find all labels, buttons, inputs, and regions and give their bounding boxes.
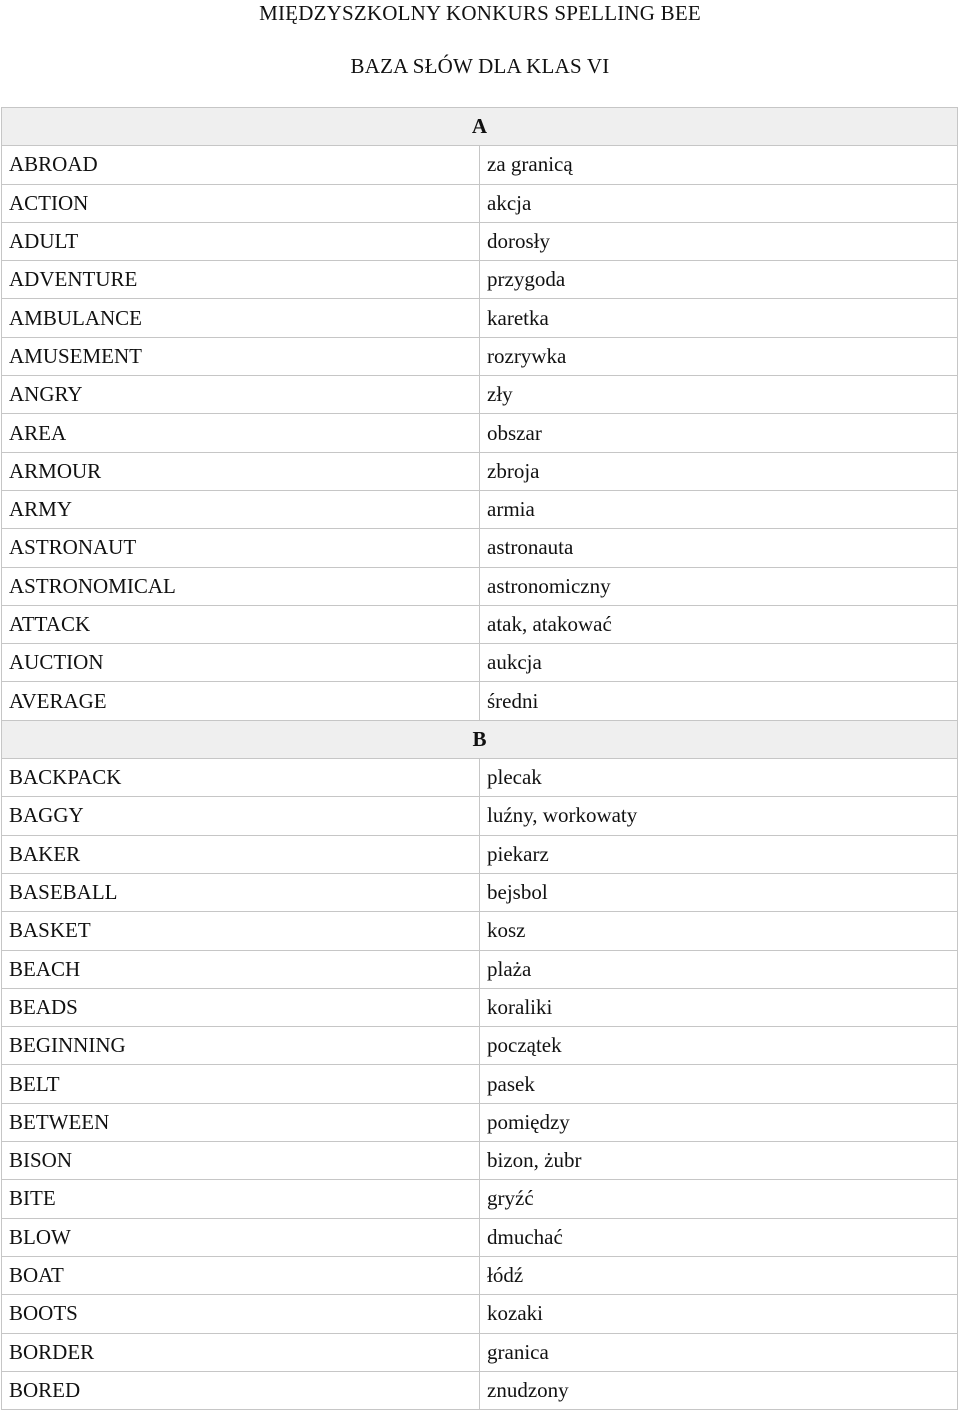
table-row <box>2 567 958 605</box>
polish-translation: rozrywka <box>480 337 958 375</box>
polish-translation: gryźć <box>480 1180 958 1218</box>
section-letter: A <box>2 108 958 146</box>
polish-translation: za granicą <box>480 146 958 184</box>
english-word: ANGRY <box>2 376 480 414</box>
table-row <box>2 529 958 567</box>
english-word: BAGGY <box>2 797 480 835</box>
english-word: BELT <box>2 1065 480 1103</box>
polish-translation: pasek <box>480 1065 958 1103</box>
section-header-row <box>2 108 958 146</box>
polish-translation: zły <box>480 376 958 414</box>
polish-translation: plaża <box>480 950 958 988</box>
table-row <box>2 222 958 260</box>
english-word: BORED <box>2 1371 480 1409</box>
polish-translation: koraliki <box>480 988 958 1026</box>
table-row <box>2 490 958 528</box>
english-word: BAKER <box>2 835 480 873</box>
english-word: BLOW <box>2 1218 480 1256</box>
polish-translation: zbroja <box>480 452 958 490</box>
page-subtitle: BAZA SŁÓW DLA KLAS VI <box>350 54 610 78</box>
english-word: BASEBALL <box>2 873 480 911</box>
polish-translation: karetka <box>480 299 958 337</box>
english-word: ADVENTURE <box>2 261 480 299</box>
polish-translation: obszar <box>480 414 958 452</box>
table-row <box>2 452 958 490</box>
polish-translation: dmuchać <box>480 1218 958 1256</box>
polish-translation: bejsbol <box>480 873 958 911</box>
english-word: AREA <box>2 414 480 452</box>
english-word: ARMY <box>2 490 480 528</box>
english-word: BOOTS <box>2 1295 480 1333</box>
table-row <box>2 376 958 414</box>
english-word: BEACH <box>2 950 480 988</box>
table-row <box>2 1065 958 1103</box>
polish-translation: armia <box>480 490 958 528</box>
polish-translation: astronomiczny <box>480 567 958 605</box>
polish-translation: granica <box>480 1333 958 1371</box>
english-word: ACTION <box>2 184 480 222</box>
english-word: BACKPACK <box>2 759 480 797</box>
english-word: BETWEEN <box>2 1103 480 1141</box>
table-row <box>2 912 958 950</box>
english-word: BEADS <box>2 988 480 1026</box>
table-row <box>2 299 958 337</box>
table-row <box>2 1371 958 1409</box>
page-title: MIĘDZYSZKOLNY KONKURS SPELLING BEE <box>259 1 701 25</box>
table-row <box>2 1027 958 1065</box>
table-row <box>2 988 958 1026</box>
english-word: BOAT <box>2 1256 480 1294</box>
polish-translation: dorosły <box>480 222 958 260</box>
polish-translation: bizon, żubr <box>480 1142 958 1180</box>
english-word: ATTACK <box>2 605 480 643</box>
english-word: ARMOUR <box>2 452 480 490</box>
polish-translation: astronauta <box>480 529 958 567</box>
section-letter: B <box>2 720 958 758</box>
table-row <box>2 1103 958 1141</box>
english-word: AMUSEMENT <box>2 337 480 375</box>
english-word: ASTRONOMICAL <box>2 567 480 605</box>
english-word: BORDER <box>2 1333 480 1371</box>
table-row <box>2 605 958 643</box>
english-word: ABROAD <box>2 146 480 184</box>
table-row <box>2 1256 958 1294</box>
polish-translation: aukcja <box>480 644 958 682</box>
polish-translation: początek <box>480 1027 958 1065</box>
section-header-row <box>2 720 958 758</box>
polish-translation: przygoda <box>480 261 958 299</box>
polish-translation: akcja <box>480 184 958 222</box>
polish-translation: atak, atakować <box>480 605 958 643</box>
table-row <box>2 414 958 452</box>
polish-translation: pomiędzy <box>480 1103 958 1141</box>
english-word: BASKET <box>2 912 480 950</box>
english-word: BISON <box>2 1142 480 1180</box>
polish-translation: kozaki <box>480 1295 958 1333</box>
english-word: ADULT <box>2 222 480 260</box>
english-word: ASTRONAUT <box>2 529 480 567</box>
polish-translation: znudzony <box>480 1371 958 1409</box>
table-row <box>2 835 958 873</box>
polish-translation: plecak <box>480 759 958 797</box>
table-row <box>2 184 958 222</box>
polish-translation: piekarz <box>480 835 958 873</box>
table-row <box>2 873 958 911</box>
english-word: AUCTION <box>2 644 480 682</box>
english-word: AVERAGE <box>2 682 480 720</box>
word-table-body <box>2 108 958 1410</box>
table-row <box>2 644 958 682</box>
table-row <box>2 1218 958 1256</box>
polish-translation: luźny, workowaty <box>480 797 958 835</box>
word-table <box>1 107 958 1410</box>
polish-translation: średni <box>480 682 958 720</box>
table-row <box>2 1295 958 1333</box>
english-word: AMBULANCE <box>2 299 480 337</box>
table-row <box>2 950 958 988</box>
table-row <box>2 682 958 720</box>
table-row <box>2 1142 958 1180</box>
table-row <box>2 797 958 835</box>
english-word: BEGINNING <box>2 1027 480 1065</box>
table-row <box>2 1180 958 1218</box>
table-row <box>2 337 958 375</box>
polish-translation: łódź <box>480 1256 958 1294</box>
table-row <box>2 1333 958 1371</box>
table-row <box>2 759 958 797</box>
english-word: BITE <box>2 1180 480 1218</box>
table-row <box>2 261 958 299</box>
table-row <box>2 146 958 184</box>
polish-translation: kosz <box>480 912 958 950</box>
